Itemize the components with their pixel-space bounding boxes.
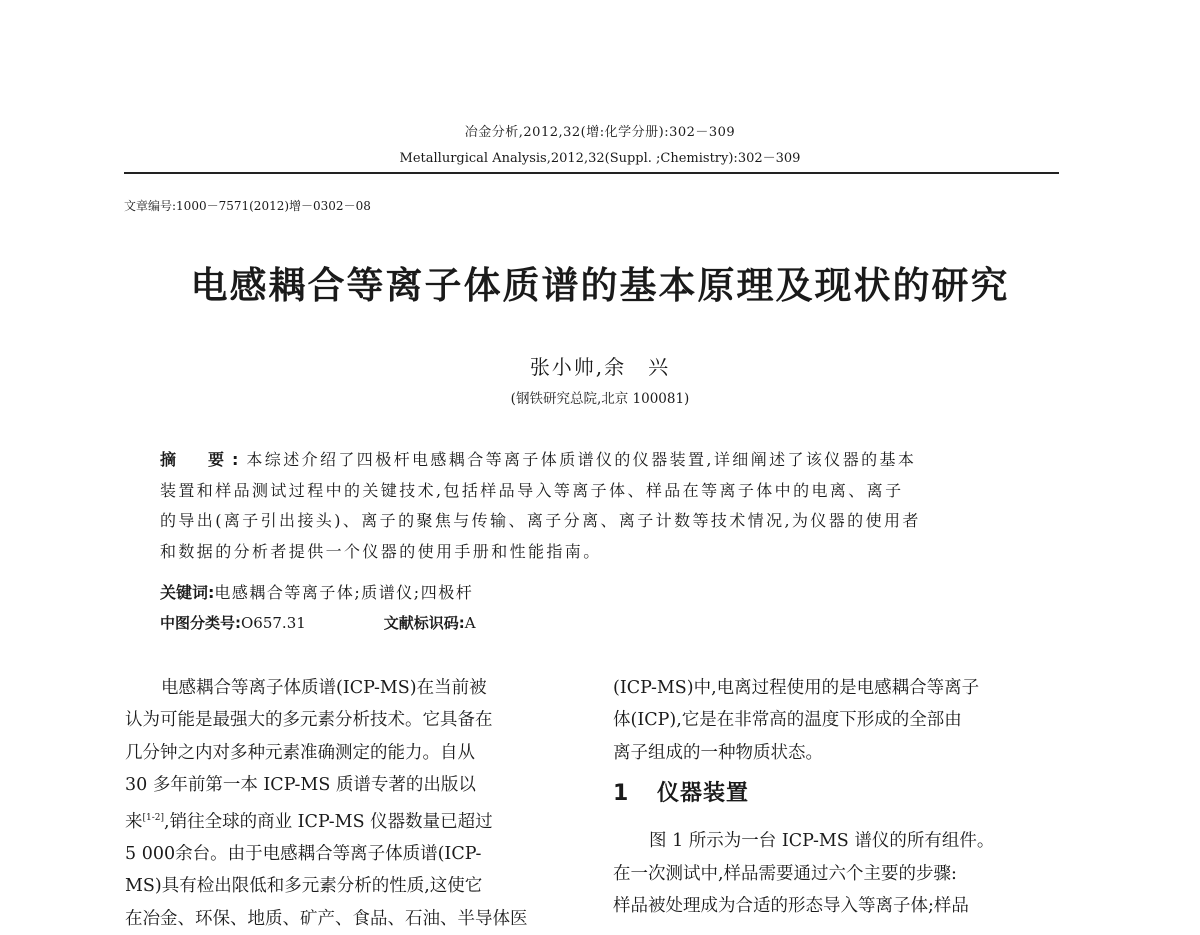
journal-header-cn: 冶金分析,2012,32(增:化学分册):302－309	[464, 125, 736, 140]
abstract-line: 和数据的分析者提供一个仪器的使用手册和性能指南。	[160, 541, 602, 561]
citation-ref: [1-2]	[142, 812, 165, 823]
affiliation: (钢铁研究总院,北京 100081)	[510, 391, 690, 407]
authors: 张小帅,余 兴	[529, 355, 671, 379]
section-heading	[613, 769, 1060, 825]
keywords-text: 电感耦合等离子体;质谱仪;四极杆	[214, 583, 474, 602]
journal-header-en: Metallurgical Analysis,2012,32(Suppl. ;Chemistry):302－309	[399, 151, 801, 166]
abstract-line: 装置和样品测试过程中的关键技术,包括样品导入等离子体、样品在等离子体中的电离、离子	[160, 480, 904, 500]
clc-value: O657.31	[241, 614, 306, 632]
abstract	[160, 445, 1020, 567]
classification	[160, 612, 476, 633]
body-line: 图 1 所示为一台 ICP-MS 谱仪的所有组件。	[649, 831, 995, 852]
body-right-column	[613, 672, 1060, 922]
keywords	[160, 580, 473, 603]
section-title: 仪器装置	[657, 781, 750, 807]
body-line: 5 000余台。由于电感耦合等离子体质谱(ICP-	[125, 844, 482, 865]
clc-label: 中图分类号:	[160, 614, 241, 632]
body-text: ,销往全球的商业 ICP-MS 仪器数量已超过	[164, 811, 493, 832]
abstract-line: 的导出(离子引出接头)、离子的聚焦与传输、离子分离、离子计数等技术情况,为仪器的使用者	[160, 511, 921, 530]
body-line: 认为可能是最强大的多元素分析技术。它具备在	[125, 710, 493, 731]
body-line: 体(ICP),它是在非常高的温度下形成的全部由	[613, 710, 962, 731]
body-text: 来	[125, 811, 143, 832]
abstract-text: 本综述介绍了四极杆电感耦合等离子体质谱仪的仪器装置,详细阐述了该仪器的基本	[246, 450, 917, 469]
abstract-label: 摘 要:	[160, 450, 247, 469]
body-line: (ICP-MS)中,电离过程使用的是电感耦合等离子	[613, 678, 980, 698]
paper-title: 电感耦合等离子体质谱的基本原理及现状的研究	[190, 264, 1010, 307]
doc-code-label: 文献标识码:	[383, 614, 465, 632]
body-line: 电感耦合等离子体质谱(ICP-MS)在当前被	[161, 678, 487, 698]
body-line	[125, 802, 577, 838]
body-line: 离子组成的一种物质状态。	[613, 742, 823, 763]
keywords-label: 关键词:	[160, 583, 215, 602]
body-line: 在一次测试中,样品需要通过六个主要的步骤:	[613, 863, 957, 884]
article-number: 文章编号:1000－7571(2012)增－0302－08	[124, 199, 371, 213]
abstract-line	[160, 445, 1020, 476]
body-line: 30 多年前第一本 ICP-MS 质谱专著的出版以	[125, 775, 476, 796]
header-rule	[124, 172, 1059, 174]
body-line: 几分钟之内对多种元素准确测定的能力。自从	[125, 742, 475, 763]
body-left-column	[125, 672, 577, 935]
body-line: 在冶金、环保、地质、矿产、食品、石油、半导体医	[125, 908, 528, 929]
body-line: 样品被处理成为合适的形态导入等离子体;样品	[613, 896, 969, 917]
section-number: 1	[613, 781, 630, 807]
body-line: MS)具有检出限低和多元素分析的性质,这使它	[125, 876, 483, 897]
doc-code-value: A	[464, 614, 476, 632]
